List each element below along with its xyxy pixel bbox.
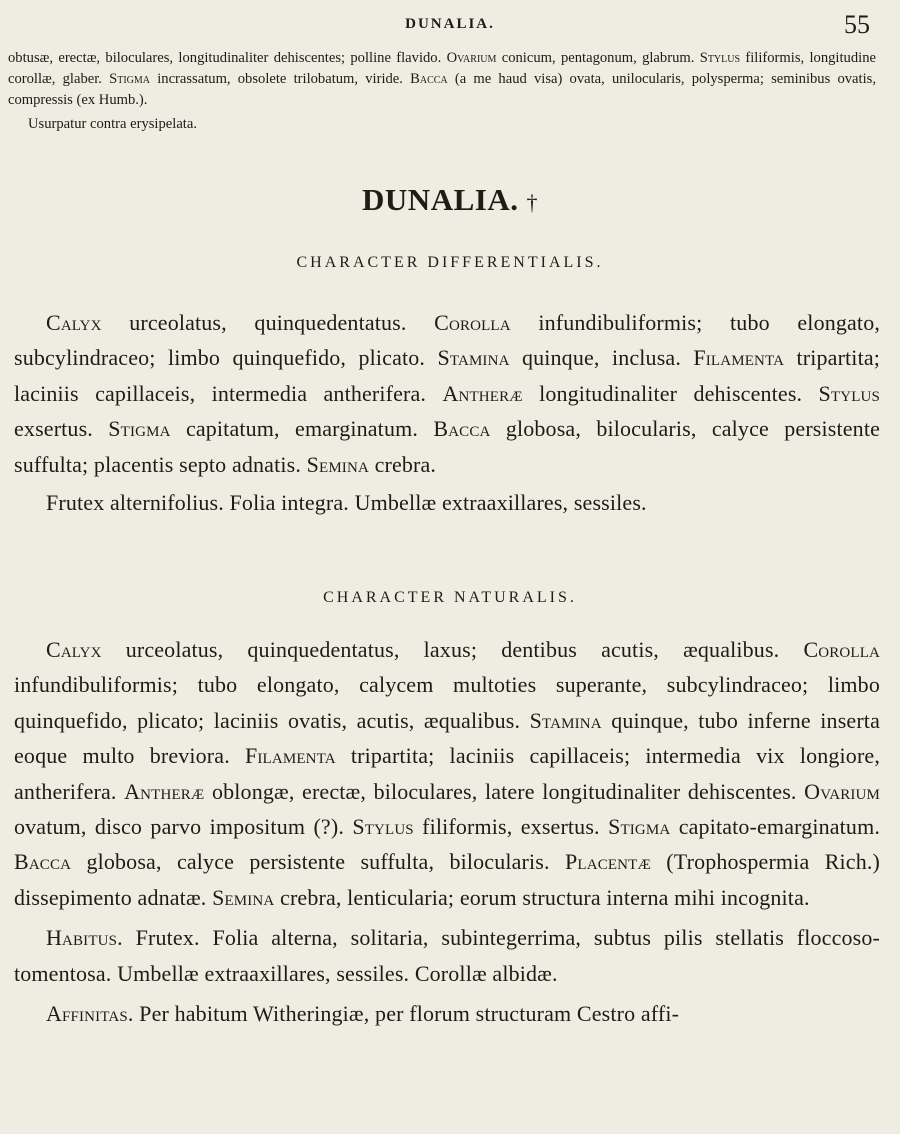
naturalis-paragraph: Calyx urceolatus, quinquedentatus, laxus; dentibus acutis, æqualibus. Corolla infundibuliformis; tubo elongato, calycem multoties superante, subcylindraceo; limbo quinquefido, plicato; laciniis ovatis, acutis, æqualibus. Stamina quinque, tubo inferne inserta eoque multo breviora. Filamenta tripartita; laciniis capillaceis; intermedia vix longiore, antherifera. Antheræ oblongæ, erectæ, biloculares, latere longitudinaliter dehiscentes. Ovarium ovatum, disco parvo impositum (?). Stylus filiformis, exsertus. Stigma capitato-emarginatum. Bacca globosa, calyce persistente suffulta, bilocularis. Placentæ (Trophospermia Rich.) dissepimento adnatæ. Semina crebra, lenticularia; eorum structura interna mihi incognita. <box>14 637 880 910</box>
habitus-paragraph: Habitus. Frutex. Folia alterna, solitaria, subintegerrima, subtus pilis stellatis floccoso-tomentosa. Umbellæ extraaxillares, sessiles. Corollæ albidæ. <box>14 925 880 986</box>
preceding-description <box>8 48 876 135</box>
affinitas-label: Affinitas. <box>46 1001 134 1027</box>
differentialis-paragraph: Calyx urceolatus, quinquedentatus. Corolla infundibuliformis; tubo elongato, subcylindraceo; limbo quinquefido, plicato. Stamina quinque, inclusa. Filamenta tripartita; laciniis capillaceis, intermedia antherifera. Antheræ longitudinaliter dehiscentes. Stylus exsertus. Stigma capitatum, emarginatum. Bacca globosa, bilocularis, calyce persistente suffulta; placentis septo adnatis. Semina crebra. <box>14 310 881 477</box>
genus-title: DUNALIA. † <box>362 182 538 217</box>
habitus-label: Habitus. <box>46 925 123 951</box>
running-head <box>0 12 900 42</box>
page-number: 55 <box>844 10 870 39</box>
differentialis-habit: Frutex alternifolius. Folia integra. Umbellæ extraaxillares, sessiles. <box>46 490 647 516</box>
preceding-paragraph: obtusæ, erectæ, biloculares, longitudinaliter dehiscentes; polline flavido. Ovarium conicum, pentagonum, glabrum. Stylus filiformis, longitudine corollæ, glaber. Stigma incrassatum, obsolete trilobatum, viride. Bacca (a me haud visa) ovata, unilocularis, polysperma; seminibus ovatis, compressis (ex Humb.). <box>8 50 876 108</box>
usage-note: Usurpatur contra erysipelata. <box>28 116 197 133</box>
running-head-title: DUNALIA. <box>405 16 495 32</box>
affinitas-paragraph: Affinitas. Per habitum Witheringiæ, per florum structuram Cestro affi- <box>46 1001 680 1027</box>
heading-character-differentialis: CHARACTER DIFFERENTIALIS. <box>296 254 604 271</box>
character-naturalis-text <box>14 632 880 1031</box>
character-differentialis-text <box>14 305 880 520</box>
heading-character-naturalis: CHARACTER NATURALIS. <box>323 589 577 606</box>
dagger-symbol: † <box>526 190 538 215</box>
